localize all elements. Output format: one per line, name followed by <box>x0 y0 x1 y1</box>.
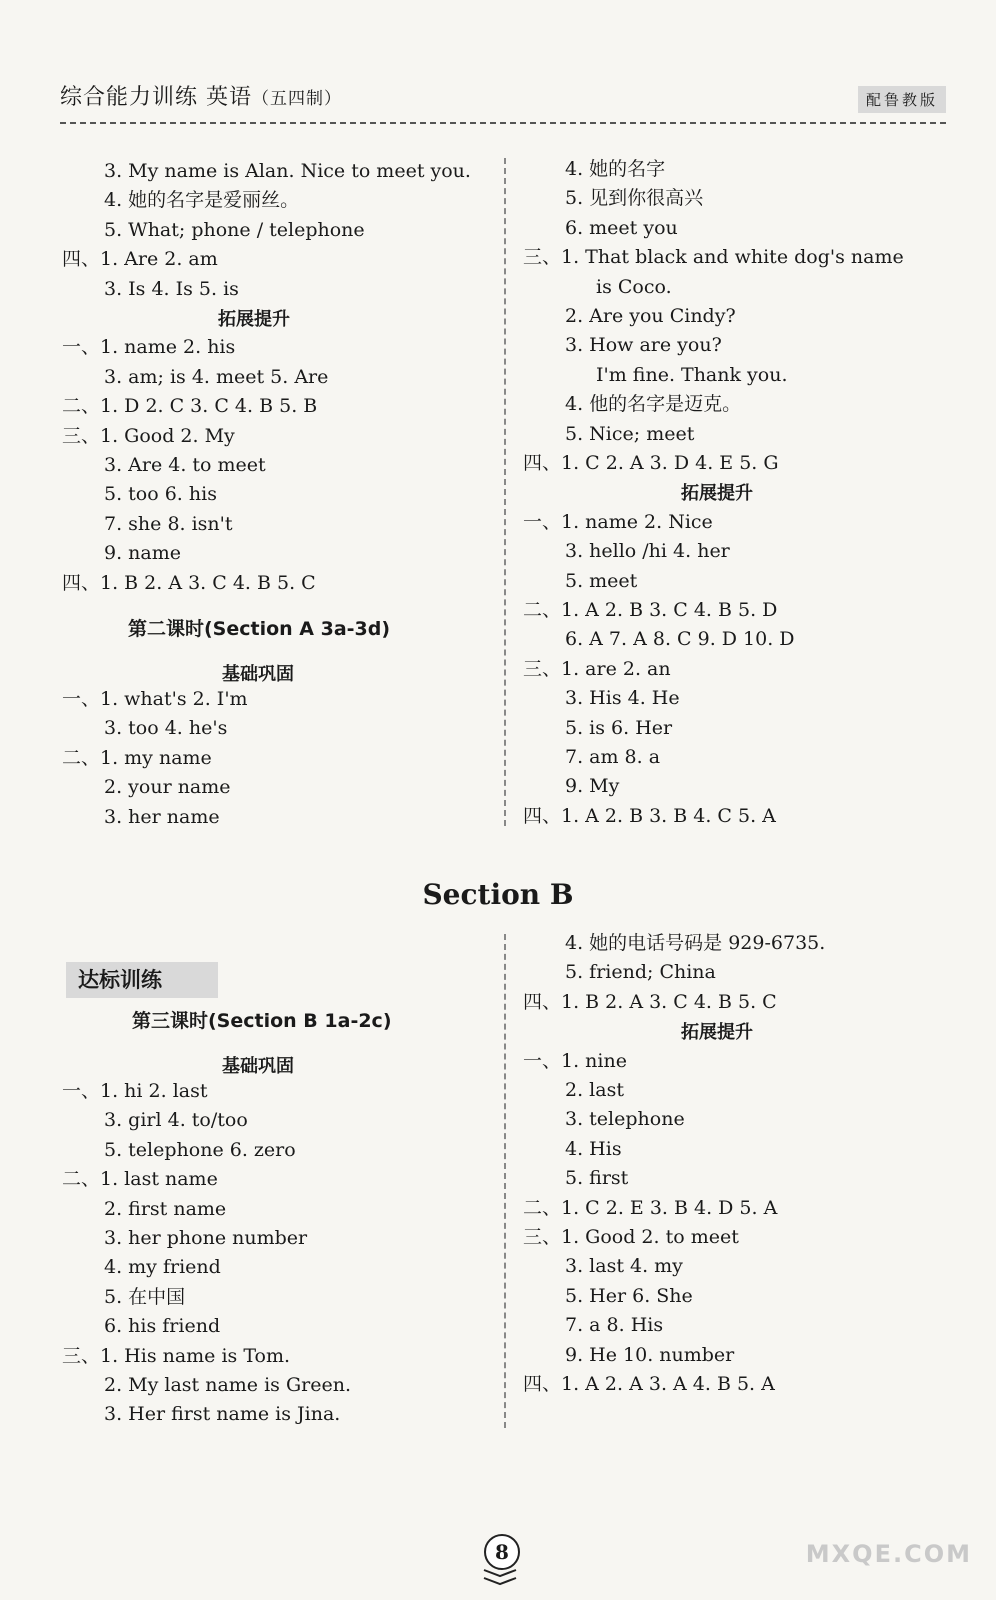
answer-line: 3. Is 4. Is 5. is <box>104 277 239 300</box>
answer-line: 2. last <box>565 1079 624 1101</box>
answer-line: 2. first name <box>104 1197 227 1220</box>
answer-line: 9. He 10. number <box>565 1343 735 1366</box>
answer-line: 四、1. B 2. A 3. C 4. B 5. C <box>62 571 316 594</box>
answer-line: 6. A 7. A 8. C 9. D 10. D <box>565 628 795 651</box>
header-divider <box>60 122 946 124</box>
answer-line: 三、1. Good 2. to meet <box>523 1226 739 1248</box>
answer-line: 3. My name is Alan. Nice to meet you. <box>104 160 471 182</box>
answer-line: 5. is 6. Her <box>565 716 673 739</box>
answer-line: 5. Nice; meet <box>565 422 695 445</box>
bottom-column-divider <box>504 934 506 1428</box>
answer-line: 二、1. C 2. E 3. B 4. D 5. A <box>523 1196 778 1219</box>
answer-line: 3. telephone <box>565 1108 685 1131</box>
answer-line: 6. meet you <box>565 216 678 239</box>
answer-line: 3. last 4. my <box>565 1255 683 1278</box>
book-subtitle: （五四制） <box>252 89 342 109</box>
answer-line: 3. her name <box>104 805 220 828</box>
answer-line: 5. telephone 6. zero <box>104 1138 296 1161</box>
answer-line: 2. Are you Cindy? <box>565 305 736 327</box>
answer-line: 3. hello /hi 4. her <box>565 540 730 563</box>
answer-line: is Coco. <box>596 275 672 298</box>
answer-line: 一、1. name 2. his <box>62 336 236 359</box>
answer-line: 5. 在中国 <box>104 1285 186 1308</box>
drill-label: 达标训练 <box>66 962 218 998</box>
answer-line: 四、1. A 2. B 3. B 4. C 5. A <box>523 804 776 827</box>
top-column-divider <box>504 158 506 826</box>
answer-line: 5. meet <box>565 569 638 592</box>
chevron-down-icon <box>482 1576 518 1586</box>
section-subheading: 拓展提升 <box>218 309 290 330</box>
answer-line: 4. 他的名字是迈克。 <box>565 393 742 416</box>
answer-line: 3. Are 4. to meet <box>104 454 266 476</box>
lesson3-subtitle: 基础巩固 <box>222 1056 294 1077</box>
answer-line: 二、1. A 2. B 3. C 4. B 5. D <box>523 599 778 621</box>
answer-line: 3. girl 4. to/too <box>104 1109 248 1132</box>
book-title-text: 综合能力训练 英语 <box>60 85 252 110</box>
answer-line: 4. 她的名字是爱丽丝。 <box>104 189 300 212</box>
page-number: 8 <box>484 1534 520 1570</box>
answer-line: 5. 见到你很高兴 <box>565 187 704 210</box>
answer-line: 2. your name <box>104 776 231 799</box>
answer-line: 四、1. A 2. A 3. A 4. B 5. A <box>523 1373 775 1395</box>
answer-line: 二、1. last name <box>62 1168 218 1191</box>
answer-line: 四、1. B 2. A 3. C 4. B 5. C <box>523 990 777 1013</box>
answer-line: 3. Her first name is Jina. <box>104 1403 341 1426</box>
answer-line: 5. first <box>565 1167 629 1190</box>
answer-line: 5. friend; China <box>565 961 716 984</box>
answer-line: I'm fine. Thank you. <box>596 363 788 386</box>
answer-line: 三、1. His name is Tom. <box>62 1344 291 1367</box>
answer-line: 9. My <box>565 775 620 798</box>
answer-line: 3. too 4. he's <box>104 717 228 740</box>
answer-line: 5. too 6. his <box>104 483 217 506</box>
section-subheading: 拓展提升 <box>681 1022 753 1044</box>
answer-line: 4. my friend <box>104 1256 221 1279</box>
answer-line: 三、1. Good 2. My <box>62 424 235 447</box>
edition-badge: 配鲁教版 <box>858 86 946 113</box>
answer-line: 7. am 8. a <box>565 746 661 768</box>
answer-line: 二、1. my name <box>62 746 212 769</box>
answer-line: 9. name <box>104 542 181 565</box>
answer-line: 7. a 8. His <box>565 1314 664 1337</box>
answer-line: 四、1. C 2. A 3. D 4. E 5. G <box>523 452 779 474</box>
answer-line: 4. 她的电话号码是 929-6735. <box>565 932 826 954</box>
lesson3-title: 第三课时(Section B 1a-2c) <box>132 1010 392 1032</box>
answer-line: 4. 她的名字 <box>565 158 666 180</box>
section-b-title: Section B <box>422 878 574 911</box>
page-number-badge <box>478 1530 522 1586</box>
page-header <box>60 80 946 118</box>
answer-line: 二、1. D 2. C 3. C 4. B 5. B <box>62 395 318 418</box>
book-title <box>60 80 342 111</box>
answer-line: 3. her phone number <box>104 1227 308 1249</box>
section-subheading: 拓展提升 <box>681 483 753 505</box>
answer-line: 3. am; is 4. meet 5. Are <box>104 365 329 388</box>
watermark: MXQE.COM <box>805 1540 972 1568</box>
answer-line: 6. his friend <box>104 1315 221 1338</box>
answer-line: 5. Her 6. She <box>565 1284 693 1307</box>
answer-line: 一、1. hi 2. last <box>62 1080 208 1102</box>
answer-line: 3. His 4. He <box>565 687 680 710</box>
answer-line: 三、1. are 2. an <box>523 657 671 680</box>
lesson2-title: 第二课时(Section A 3a-3d) <box>128 618 391 640</box>
answer-line: 3. How are you? <box>565 334 722 357</box>
answer-line: 2. My last name is Green. <box>104 1374 351 1396</box>
answer-line: 一、1. nine <box>523 1049 627 1072</box>
answer-line: 三、1. That black and white dog's name <box>523 246 904 269</box>
lesson2-subtitle: 基础巩固 <box>222 664 294 685</box>
answer-line: 四、1. Are 2. am <box>62 248 218 271</box>
answer-line: 7. she 8. isn't <box>104 512 233 535</box>
answer-line: 一、1. what's 2. I'm <box>62 688 248 710</box>
answer-line: 一、1. name 2. Nice <box>523 510 713 533</box>
answer-line: 4. His <box>565 1137 622 1160</box>
answer-line: 5. What; phone / telephone <box>104 218 365 241</box>
